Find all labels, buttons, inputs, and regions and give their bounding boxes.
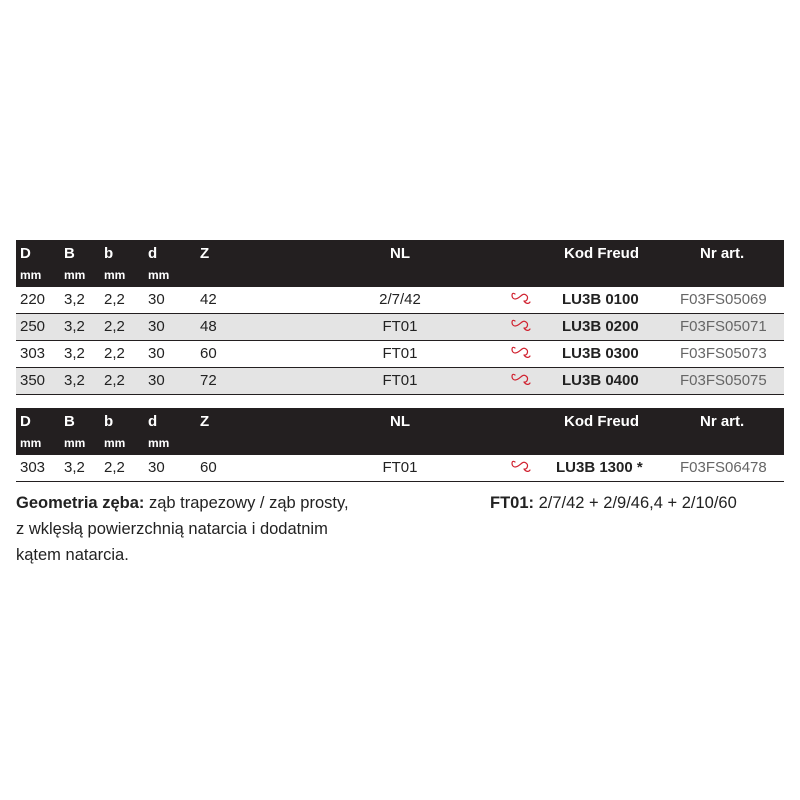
unit-d: mm	[148, 436, 170, 450]
header-b: b	[104, 245, 114, 262]
unit-d: mm	[148, 268, 170, 282]
geometry-label: Geometria zęba:	[16, 494, 145, 512]
cell-b: 2,2	[104, 459, 125, 476]
cell-Z: 60	[200, 345, 217, 362]
table-header	[16, 408, 784, 454]
table-row	[16, 341, 784, 368]
cell-code: LU3B 0200	[562, 318, 639, 335]
header-d: d	[148, 413, 158, 430]
cell-B: 3,2	[64, 345, 85, 362]
header-D: D	[20, 413, 31, 430]
header-art: Nr art.	[700, 245, 745, 262]
cell-art: F03FS06478	[680, 459, 767, 476]
ft01-label: FT01:	[490, 494, 535, 512]
cell-code: LU3B 0400	[562, 372, 639, 389]
cell-art: F03FS05071	[680, 318, 767, 335]
cell-B: 3,2	[64, 318, 85, 335]
table-row	[16, 286, 784, 314]
header-b: b	[104, 413, 114, 430]
header-d: d	[148, 245, 158, 262]
unit-D: mm	[20, 268, 42, 282]
ft01-note	[490, 490, 790, 516]
header-art: Nr art.	[700, 413, 745, 430]
cell-Z: 48	[200, 318, 217, 335]
cell-b: 2,2	[104, 372, 125, 389]
cell-NL: FT01	[382, 318, 418, 335]
unit-b: mm	[104, 436, 126, 450]
geometry-text: kątem natarcia.	[16, 546, 129, 564]
unit-B: mm	[64, 436, 86, 450]
cell-art: F03FS05073	[680, 345, 767, 362]
cell-b: 2,2	[104, 291, 125, 308]
cell-d: 30	[148, 291, 165, 308]
cell-D: 250	[20, 318, 46, 335]
cell-d: 30	[148, 459, 165, 476]
product-table-1	[16, 240, 784, 395]
cell-D: 220	[20, 291, 46, 308]
product-table-2	[16, 408, 784, 482]
header-NL: NL	[390, 245, 410, 262]
cell-art: F03FS05075	[680, 372, 767, 389]
header-code: Kod Freud	[564, 413, 639, 430]
cell-Z: 72	[200, 372, 217, 389]
cell-D: 303	[20, 459, 46, 476]
geometry-note	[16, 490, 436, 568]
header-Z: Z	[200, 413, 210, 430]
cell-NL: FT01	[382, 372, 418, 389]
cell-NL: FT01	[382, 459, 418, 476]
hook-icon	[510, 317, 532, 339]
cell-code: LU3B 0300	[562, 345, 639, 362]
unit-B: mm	[64, 268, 86, 282]
cell-D: 303	[20, 345, 46, 362]
cell-NL: FT01	[382, 345, 418, 362]
cell-d: 30	[148, 372, 165, 389]
header-B: B	[64, 245, 75, 262]
header-B: B	[64, 413, 75, 430]
hook-icon	[510, 458, 532, 480]
cell-Z: 60	[200, 459, 217, 476]
cell-d: 30	[148, 318, 165, 335]
unit-D: mm	[20, 436, 42, 450]
cell-NL: 2/7/42	[379, 291, 421, 308]
cell-D: 350	[20, 372, 46, 389]
table-header	[16, 240, 784, 286]
cell-Z: 42	[200, 291, 217, 308]
header-Z: Z	[200, 245, 210, 262]
cell-b: 2,2	[104, 345, 125, 362]
cell-B: 3,2	[64, 291, 85, 308]
ft01-text: 2/7/42 + 2/9/46,4 + 2/10/60	[534, 494, 737, 512]
cell-B: 3,2	[64, 372, 85, 389]
hook-icon	[510, 371, 532, 393]
cell-b: 2,2	[104, 318, 125, 335]
table-row	[16, 314, 784, 341]
hook-icon	[510, 344, 532, 366]
geometry-text: ząb trapezowy / ząb prosty,	[144, 494, 349, 512]
geometry-text: z wklęsłą powierzchnią natarcia i dodatnim	[16, 520, 328, 538]
table-row	[16, 368, 784, 395]
hook-icon	[510, 290, 532, 312]
cell-code: LU3B 1300 *	[556, 459, 643, 476]
cell-art: F03FS05069	[680, 291, 767, 308]
header-code: Kod Freud	[564, 245, 639, 262]
cell-d: 30	[148, 345, 165, 362]
header-D: D	[20, 245, 31, 262]
cell-B: 3,2	[64, 459, 85, 476]
cell-code: LU3B 0100	[562, 291, 639, 308]
unit-b: mm	[104, 268, 126, 282]
header-NL: NL	[390, 413, 410, 430]
table-row	[16, 454, 784, 482]
